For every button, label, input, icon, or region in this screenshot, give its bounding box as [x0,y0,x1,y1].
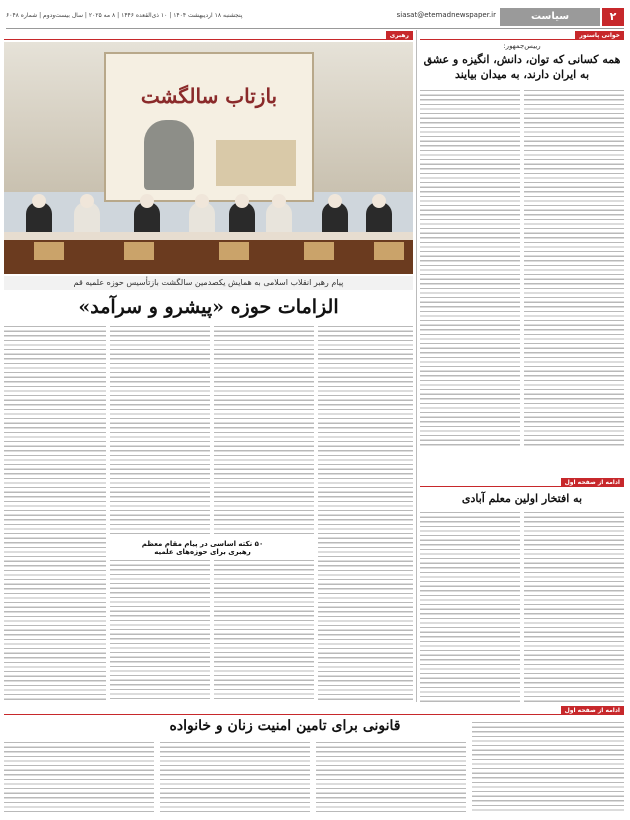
right-story [420,30,624,82]
second-headline: به افتخار اولین معلم آبادی [461,492,583,505]
lead-body-column-2 [214,324,314,536]
lead-headline: الزامات حوزه «پیشرو و سرآمد» [78,296,339,318]
page-header [6,8,624,26]
second-tag: ادامه از صفحه اول [561,478,624,487]
lead-body-column-3b [110,558,210,702]
bottom-tag-bar [4,706,624,715]
column-divider [416,30,417,702]
section-label: سیاست [500,8,600,26]
bottom-headline: قانونی برای تامین امنیت زنان و خانواده [169,718,401,734]
bottom-tag: ادامه از صفحه اول [561,706,624,715]
lead-tag-bar [4,31,413,40]
right-headline: همه کسانی که توان، دانش، انگیزه و عشق به ایران دارند، به میدان بیایند [423,53,621,81]
page-number: ۲ [602,8,624,26]
right-body-column-1 [524,88,624,448]
photo-caption: پیام رهبر انقلاب اسلامی به همایش یکصدمین سالگشت بازتأسیس حوزه علمیه قم [4,276,413,290]
bottom-body-column-3 [160,740,310,814]
right-body-column-2 [420,88,520,448]
bottom-body-column-4 [4,740,154,814]
lead-tag: رهبری [386,31,413,40]
section-email: siasat@etemadnewspaper.ir [396,11,496,19]
bottom-body-column-2 [316,740,466,814]
lead-body-column-3 [110,324,210,536]
lead-photo [4,42,413,274]
second-body-column-1 [524,510,624,702]
header-rule [6,28,624,29]
banner-portrait [144,120,194,190]
dateline: پنجشنبه ۱۸ اردیبهشت ۱۴۰۴ | ۱۰ ذی‌القعده ۱۴۴۶ | ۸ مه ۲۰۲۵ | سال بیست‌ودوم | شماره ۶۰۴۸ [6,12,243,19]
right-tag: خوانی پاستور [575,31,624,40]
right-kicker: رییس‌جمهور: [503,42,541,50]
second-body-column-2 [420,510,520,702]
ceremony-banner [104,52,314,202]
lead-body-column-2b [214,558,314,702]
lead-body-column-1 [318,324,413,702]
bottom-body-column-1 [472,720,624,814]
lead-subheading: ۵۰ نکته اساسی در پیام مقام معظم رهبری برای حوزه‌های علمیه [141,540,264,556]
banner-building [216,140,296,186]
second-tag-bar [420,478,624,487]
lead-body-column-4 [4,324,106,702]
banner-calligraphy: بازتاب سالگشت [140,84,278,108]
